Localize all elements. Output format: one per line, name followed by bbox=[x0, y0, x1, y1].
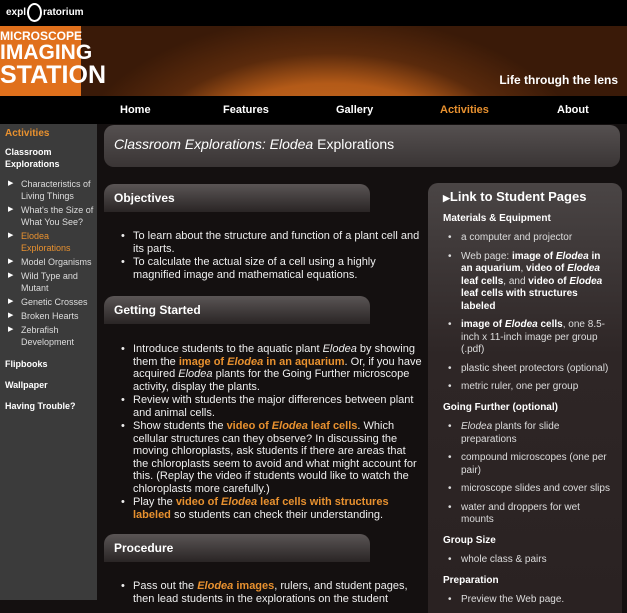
sidebar-link[interactable]: Flipbooks bbox=[5, 359, 48, 369]
sidebar-item[interactable]: ▶ Zebrafish Development bbox=[5, 324, 97, 348]
nav-activities[interactable]: Activities bbox=[440, 104, 489, 116]
content-link[interactable]: video of bbox=[226, 420, 272, 432]
bold-text: in an aquarium bbox=[461, 250, 601, 274]
banner bbox=[0, 26, 627, 96]
logo-line-2: IMAGING bbox=[0, 41, 93, 64]
text: Elodea bbox=[461, 421, 493, 432]
bold-text: image of bbox=[511, 250, 556, 262]
list-item bbox=[443, 483, 614, 496]
nav-features[interactable]: Features bbox=[223, 104, 269, 116]
list-item bbox=[118, 420, 423, 495]
content-link[interactable]: Elodea bbox=[221, 496, 258, 508]
sidebar-list bbox=[5, 178, 97, 348]
content-link[interactable]: Elodea bbox=[197, 580, 234, 592]
site-logo[interactable] bbox=[0, 26, 107, 96]
list-item bbox=[443, 421, 614, 446]
text: Preview the Web page. bbox=[461, 594, 565, 605]
text: plants for slide preparations bbox=[461, 421, 560, 445]
sidebar bbox=[0, 124, 97, 600]
sidebar-heading[interactable]: Activities bbox=[5, 128, 50, 139]
list-item bbox=[443, 381, 614, 394]
content-link[interactable]: Elodea bbox=[227, 355, 264, 368]
logo-text-right: ratorium bbox=[43, 7, 84, 18]
sidebar-item[interactable]: ▶ Model Organisms bbox=[5, 256, 97, 268]
text: . Which cellular structures can they observe? In discussing the moving chloroplasts, ask students if there are areas that the chloroplasts seem to avoid and what might account for this. (Replay the video if students would like to watch the chloroplasts more carefully.) bbox=[133, 420, 417, 495]
title-prefix: Classroom Explorations: bbox=[114, 136, 270, 152]
bold-text: Elodea bbox=[567, 263, 600, 274]
list-item bbox=[443, 452, 614, 477]
text: Pass out the bbox=[133, 580, 198, 592]
text: , rulers, and student pages, then lead students in the explorations on the student bbox=[133, 580, 408, 605]
text: To calculate the actual size of a cell using a highly magnified image and mathematical equations. bbox=[133, 256, 376, 281]
section-heading: Getting Started bbox=[104, 296, 370, 324]
text: microscope slides and cover slips bbox=[461, 483, 610, 494]
text: plastic sheet protectors (optional) bbox=[461, 362, 609, 374]
text: whole class & pairs bbox=[461, 554, 547, 565]
text: Elodea bbox=[178, 368, 213, 380]
text: . Or, if you have acquired bbox=[133, 355, 422, 380]
list-item bbox=[118, 256, 423, 281]
list-item bbox=[443, 232, 614, 245]
sidebar-item[interactable]: ▶ Characteristics of Living Things bbox=[5, 178, 97, 202]
list-item bbox=[118, 230, 423, 255]
bold-text: image of bbox=[461, 319, 505, 330]
logo-line-1: MICROSCOPE bbox=[0, 29, 83, 43]
text: Play the bbox=[133, 496, 176, 508]
content-link[interactable]: video of bbox=[175, 496, 222, 508]
list-item bbox=[118, 394, 423, 419]
content-link[interactable]: leaf cells with structures labeled bbox=[133, 496, 389, 521]
bold-text: Elodea bbox=[504, 319, 538, 330]
bold-text: leaf cells bbox=[461, 275, 504, 287]
nav-home[interactable]: Home bbox=[120, 104, 151, 116]
bold-text: Elodea bbox=[569, 275, 603, 287]
list-item bbox=[443, 319, 614, 357]
side-panel bbox=[428, 183, 622, 613]
list-item bbox=[443, 594, 614, 607]
bold-text: video of bbox=[526, 263, 568, 274]
bold-text: video of bbox=[528, 275, 570, 287]
panel-title: Link to Student Pages bbox=[449, 189, 587, 204]
title-suffix: Explorations bbox=[313, 136, 395, 152]
text: Introduce students to the aquatic plant bbox=[133, 343, 323, 355]
sidebar-link[interactable]: Wallpaper bbox=[5, 380, 48, 390]
tagline: Life through the lens bbox=[499, 73, 618, 87]
content-link[interactable]: in an aquarium bbox=[263, 355, 345, 368]
bold-text: Elodea bbox=[555, 250, 589, 262]
list-item bbox=[443, 554, 614, 567]
sidebar-item[interactable]: ▶ Wild Type and Mutant bbox=[5, 270, 97, 294]
list-item bbox=[443, 502, 614, 527]
section-heading: Objectives bbox=[104, 184, 370, 212]
sidebar-section-classroom[interactable]: Classroom Explorations bbox=[5, 147, 60, 169]
text: so students can check their understanding. bbox=[170, 508, 384, 521]
title-em: Elodea bbox=[269, 136, 314, 152]
sidebar-item[interactable]: ▶ Genetic Crosses bbox=[5, 296, 97, 308]
text: a computer and projector bbox=[461, 232, 573, 243]
list-item bbox=[118, 496, 423, 521]
logo-line-3: STATION bbox=[0, 61, 107, 89]
link-to-student-pages[interactable] bbox=[443, 191, 614, 205]
page-title bbox=[104, 125, 620, 167]
bold-text: leaf cells with structures labeled bbox=[461, 288, 578, 312]
triangle-right-icon: ▶ bbox=[443, 193, 450, 203]
list-item bbox=[118, 343, 423, 393]
section-heading: Procedure bbox=[104, 534, 370, 562]
text: compound microscopes (one per pair) bbox=[461, 452, 607, 476]
exploratorium-logo[interactable] bbox=[6, 3, 84, 22]
sidebar-link[interactable]: Having Trouble? bbox=[5, 401, 76, 411]
content-link[interactable]: images bbox=[233, 580, 275, 592]
text: , bbox=[520, 263, 527, 274]
text: Web page: bbox=[461, 250, 512, 262]
text: Elodea bbox=[322, 343, 357, 355]
text: , one 8.5-inch x 11-inch image per group (.pdf) bbox=[461, 319, 605, 355]
text: To learn about the structure and function of a plant cell and its parts. bbox=[133, 230, 420, 255]
panel-group-heading: Going Further (optional) bbox=[443, 401, 558, 413]
text: Review with students the major differences between plant and animal cells. bbox=[133, 394, 414, 419]
text: Show students the bbox=[133, 420, 227, 432]
section-body bbox=[118, 230, 423, 282]
panel-group-heading: Preparation bbox=[443, 574, 499, 586]
content-link[interactable]: Elodea bbox=[271, 420, 308, 432]
sidebar-item[interactable]: ▶ Elodea Explorations bbox=[5, 230, 97, 254]
content-link[interactable]: leaf cells bbox=[307, 420, 358, 432]
text: , and bbox=[503, 275, 529, 287]
logo-circle-icon bbox=[27, 3, 42, 22]
text: plants for the Going Further microscope activity, display the plants. bbox=[133, 368, 410, 393]
main-nav bbox=[0, 96, 627, 124]
text: water and droppers for wet mounts bbox=[461, 501, 580, 525]
content-link[interactable]: image of bbox=[178, 355, 228, 368]
section-body bbox=[118, 580, 423, 606]
text: by showing them the bbox=[133, 343, 415, 368]
nav-gallery[interactable]: Gallery bbox=[336, 104, 374, 116]
sidebar-item[interactable]: ▶ What's the Size of What You See? bbox=[5, 204, 97, 228]
section-body bbox=[118, 343, 423, 522]
nav-about[interactable]: About bbox=[557, 104, 589, 116]
list-item bbox=[443, 363, 614, 376]
panel-group-heading: Materials & Equipment bbox=[443, 212, 551, 224]
top-bar bbox=[0, 0, 627, 26]
list-item bbox=[443, 251, 614, 314]
text: metric ruler, one per group bbox=[461, 381, 579, 392]
bold-text: cells bbox=[537, 319, 563, 330]
list-item bbox=[118, 580, 423, 605]
panel-group-heading: Group Size bbox=[443, 534, 496, 546]
logo-text-left: expl bbox=[6, 7, 27, 18]
sidebar-item[interactable]: ▶ Broken Hearts bbox=[5, 310, 97, 322]
